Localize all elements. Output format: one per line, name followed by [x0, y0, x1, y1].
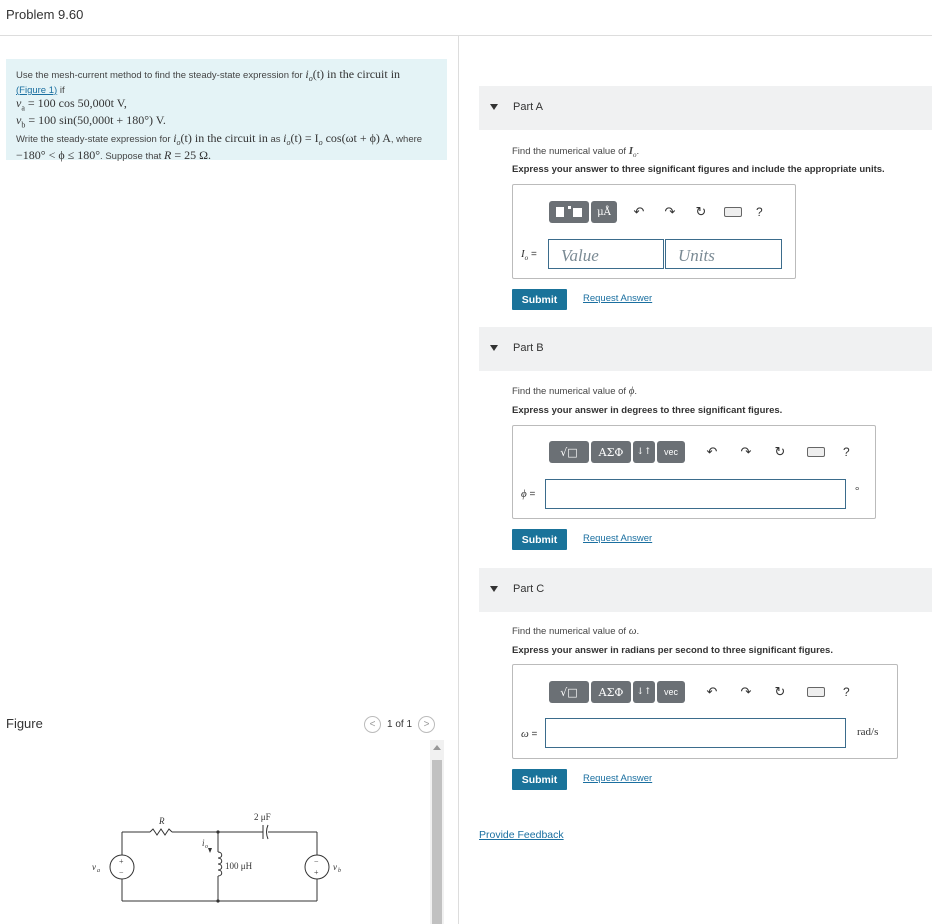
part-b-instruction: Find the numerical value of ϕ. — [512, 385, 638, 397]
undo-icon[interactable]: ↶ — [706, 444, 718, 459]
next-figure-button[interactable]: > — [418, 716, 435, 733]
part-c-var-label: ω = — [521, 728, 538, 740]
current-arrow-icon — [208, 848, 212, 853]
undo-icon[interactable]: ↶ — [633, 204, 645, 219]
undo-icon[interactable]: ↶ — [706, 684, 718, 699]
figure-scrollbar[interactable] — [430, 740, 444, 924]
figure-link[interactable]: (Figure 1) — [16, 84, 58, 96]
figure-label: Figure — [6, 716, 43, 731]
problem-statement — [6, 59, 447, 160]
inductor — [218, 852, 222, 876]
scrollbar-thumb[interactable] — [432, 760, 442, 924]
redo-icon[interactable]: ↷ — [740, 684, 752, 699]
vb-plus: + — [314, 868, 319, 877]
units-input[interactable]: Units — [665, 239, 782, 269]
inductor-label: 100 μH — [225, 861, 253, 871]
units-button[interactable]: μÅ — [591, 201, 617, 223]
part-a-toolbar — [549, 201, 763, 223]
redo-icon[interactable]: ↷ — [664, 204, 676, 219]
part-c-submit-button[interactable]: Submit — [512, 769, 567, 790]
part-c-instruction: Find the numerical value of ω. — [512, 625, 640, 637]
part-b-submit-button[interactable]: Submit — [512, 529, 567, 550]
vector-button[interactable]: vec — [657, 681, 685, 703]
part-b-unit: ° — [855, 485, 860, 497]
page-header — [0, 0, 932, 36]
templates-button[interactable]: √□ — [549, 441, 589, 463]
part-a-request-answer-link[interactable]: Request Answer — [583, 293, 653, 304]
part-c-header[interactable] — [479, 568, 932, 612]
sub-sup-button[interactable]: ↓↑ — [633, 681, 655, 703]
vb-label: v — [333, 862, 337, 872]
templates-button[interactable] — [549, 201, 589, 223]
part-c-unit: rad/s — [857, 726, 879, 738]
templates-icon — [554, 204, 584, 220]
capacitor-label: 2 μF — [254, 812, 271, 822]
current-sub: o — [205, 844, 208, 850]
va-label: v — [92, 862, 96, 872]
part-c-request-answer-link[interactable]: Request Answer — [583, 773, 653, 784]
prev-figure-button[interactable]: < — [364, 716, 381, 733]
sub-sup-button[interactable]: ↓↑ — [633, 441, 655, 463]
part-b-header[interactable] — [479, 327, 932, 371]
part-a-instruction: Find the numerical value of $I_o$. — [512, 145, 640, 159]
help-icon[interactable]: ? — [756, 205, 763, 219]
collapse-icon[interactable] — [490, 104, 498, 110]
capacitor-plate-right — [267, 825, 269, 839]
phi-input[interactable] — [545, 479, 846, 509]
redo-icon[interactable]: ↷ — [740, 444, 752, 459]
templates-button[interactable]: √□ — [549, 681, 589, 703]
reset-icon[interactable]: ↻ — [774, 444, 786, 459]
reset-icon[interactable]: ↻ — [695, 204, 707, 219]
value-input[interactable]: Value — [548, 239, 664, 269]
page-title: Problem 9.60 — [6, 7, 84, 22]
part-a-label: Part A — [513, 101, 543, 113]
resistor — [150, 829, 172, 835]
current-label: i — [202, 838, 205, 848]
part-c-toolbar — [549, 681, 850, 703]
column-divider — [458, 36, 459, 924]
vb-minus: − — [314, 857, 319, 866]
part-b-toolbar — [549, 441, 850, 463]
keyboard-icon[interactable] — [807, 447, 825, 457]
va-plus: + — [119, 857, 124, 866]
problem-line-range: −180° < ϕ ≤ 180°. Suppose that R = 25 Ω. — [16, 147, 211, 162]
figure-page-count: 1 of 1 — [387, 718, 413, 730]
help-icon[interactable]: ? — [843, 445, 850, 459]
collapse-icon[interactable] — [490, 586, 498, 592]
problem-line-write: Write the steady-state expression for $i_o(t)$ in the circuit in as $i_o(t) = I_o$ cos(ωt + ϕ) A, where — [16, 130, 423, 147]
part-b-express: Express your answer in degrees to three significant figures. — [512, 405, 783, 416]
part-b-var-label: ϕ = — [521, 488, 536, 500]
part-c-express: Express your answer in radians per second to three significant figures. — [512, 645, 833, 656]
keyboard-icon[interactable] — [724, 207, 742, 217]
va-expression: $v_a = 100$ cos 50,000t V, — [16, 95, 127, 113]
problem-line-2: (Figure 1) if — [16, 84, 65, 96]
part-c-label: Part C — [513, 583, 545, 595]
vector-button[interactable]: vec — [657, 441, 685, 463]
provide-feedback-link[interactable]: Provide Feedback — [479, 829, 564, 841]
part-b-request-answer-link[interactable]: Request Answer — [583, 533, 653, 544]
part-b-label: Part B — [513, 342, 544, 354]
part-a-express: Express your answer to three significant figures and include the appropriate units. — [512, 164, 885, 175]
va-minus: − — [119, 868, 124, 877]
greek-letters-button[interactable]: ΑΣΦ — [591, 681, 631, 703]
omega-input[interactable] — [545, 718, 846, 748]
problem-line-1: Use the mesh-current method to find the steady-state expression for $i_o(t)$ in the circuit in — [16, 67, 401, 83]
greek-letters-button[interactable]: ΑΣΦ — [591, 441, 631, 463]
collapse-icon[interactable] — [490, 345, 498, 351]
resistor-label: R — [159, 816, 165, 826]
reset-icon[interactable]: ↻ — [774, 684, 786, 699]
scroll-up-icon[interactable] — [433, 745, 441, 750]
part-a-header[interactable] — [479, 86, 932, 130]
part-a-var-label: $I_o$ = — [521, 248, 537, 263]
part-a-submit-button[interactable]: Submit — [512, 289, 567, 310]
circuit-diagram — [80, 808, 340, 908]
vb-sub: b — [338, 868, 341, 874]
help-icon[interactable]: ? — [843, 685, 850, 699]
figure-pager — [364, 715, 435, 733]
va-sub: a — [97, 868, 100, 874]
keyboard-icon[interactable] — [807, 687, 825, 697]
vb-expression: $v_b = 100$ sin(50,000t + 180°) V. — [16, 113, 166, 130]
